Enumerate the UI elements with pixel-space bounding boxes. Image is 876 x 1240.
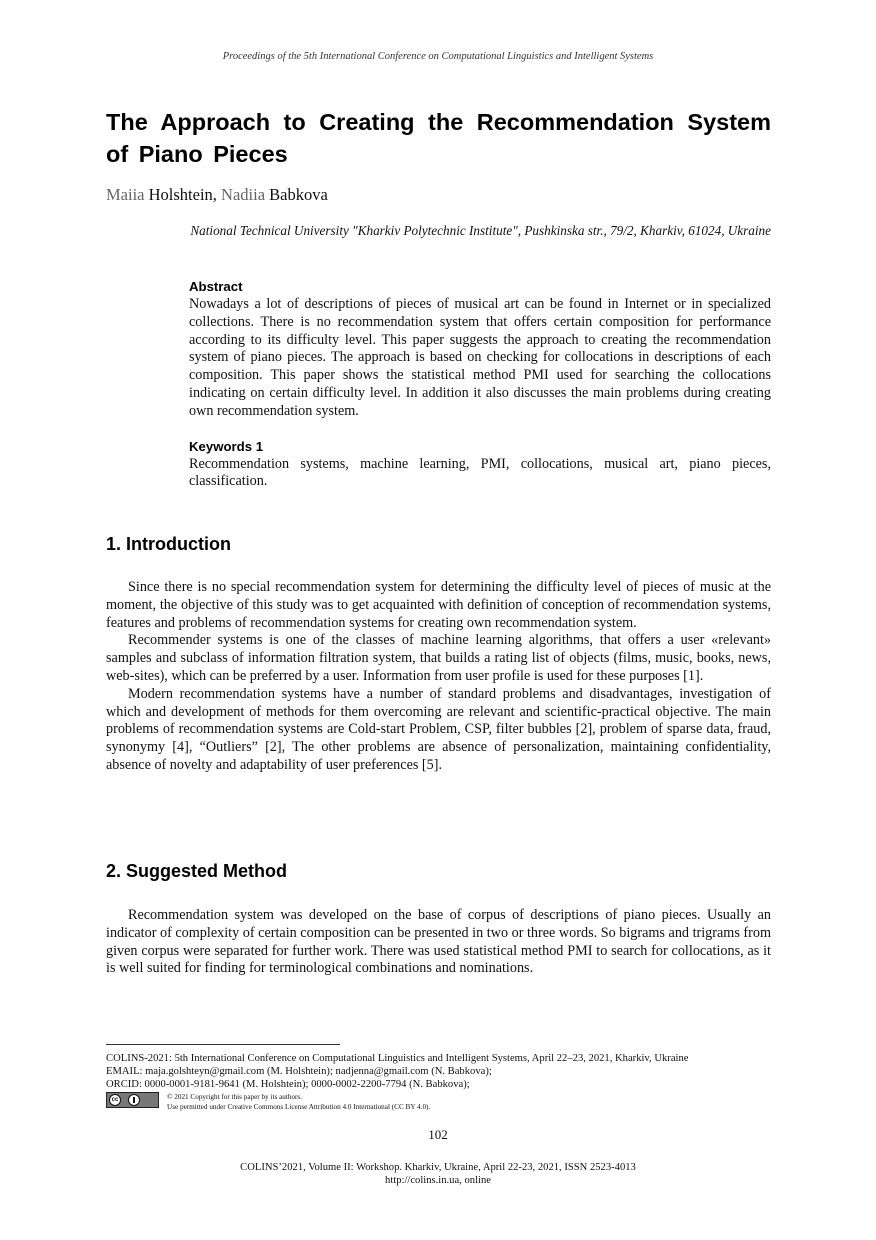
footnote-orcid: ORCID: 0000-0001-9181-9641 (M. Holshtein); 0000-0002-2200-7794 (N. Babkova); (106, 1079, 470, 1090)
running-head: Proceedings of the 5th International Conference on Computational Linguistics and Intelligent Systems (222, 51, 654, 62)
license-text (167, 1092, 430, 1112)
abstract-text: Nowadays a lot of descriptions of pieces of musical art can be found in Internet or in specialized collections. There is no recommendation system that offers certain composition for performance according to its difficulty level. This paper suggests the approach to creating the recommendation system of piano pieces. The approach is based on checking for collocations in descriptions of each composition. This paper shows the statistical method PMI used for searching the collocations indicating on certain difficulty level. In addition it also discusses the main problems during creating own recommendation system. (189, 296, 771, 419)
copyright-line: © 2021 Copyright for this paper by its authors. (167, 1093, 303, 1101)
abstract-block (189, 278, 771, 491)
keywords-text: Recommendation systems, machine learning, PMI, collocations, musical art, piano pieces, classification. (189, 455, 771, 490)
footnote-conference: COLINS-2021: 5th International Conference on Computational Linguistics and Intelligent Systems, April 22–23, 2021, Kharkiv, Ukraine (106, 1053, 689, 1064)
author-given-name: Maiia (106, 185, 145, 204)
page-number: 102 (428, 1127, 448, 1142)
paragraph: Recommendation system was developed on the base of corpus of descriptions of piano pieces. Usually an indicator of complexity of certain composition can be presented in two or three words. So bigrams and trigrams from given corpus were separated for further work. There was used statistical method PMI to search for collocations, as it is well suited for finding for terminological combinations and nominations. (106, 907, 771, 977)
bottom-info (0, 1161, 876, 1187)
license-row (106, 1092, 776, 1112)
footnote-email: EMAIL: maja.golshteyn@gmail.com (M. Holshtein); nadjenna@gmail.com (N. Babkova); (106, 1066, 492, 1077)
cc-by-icon (106, 1092, 159, 1108)
author-given-name: Nadiia (221, 185, 266, 204)
paragraph: Modern recommendation systems have a number of standard problems and disadvantages, investigation of which and development of methods for them overcoming are relevant and scientific-practical objective. The main problems of recommendation systems are Cold-start Problem, CSP, filter bubbles [2], problem of sparse data, fraud, synonymy [4], “Outliers” [2], The other problems are absence of personalization, maintaining confidentiality, absence of novelty and adaptability of user preferences [5]. (106, 685, 771, 773)
keywords-heading: Keywords 1 (189, 438, 264, 454)
abstract-heading: Abstract (189, 279, 243, 294)
cc-icon: cc (109, 1094, 121, 1106)
paper-title: The Approach to Creating the Recommendation System of Piano Pieces (106, 109, 771, 167)
paragraph: Since there is no special recommendation system for determining the difficulty level of pieces of music at the moment, the objective of this study was to get acquainted with definition of conception of recommendation systems, features and problems of recommendation systems for creating own recommendation system. (106, 579, 771, 631)
author-list (106, 185, 328, 205)
website-info: http://colins.in.ua, online (385, 1175, 491, 1186)
attribution-person-icon (128, 1094, 140, 1106)
section-heading-introduction: 1. Introduction (106, 534, 231, 554)
volume-info: COLINS’2021, Volume II: Workshop. Kharkiv, Ukraine, April 22-23, 2021, ISSN 2523-4013 (240, 1162, 636, 1173)
footnote-divider (106, 1044, 340, 1045)
paragraph: Recommender systems is one of the classes of machine learning algorithms, that offers a user «relevant» samples and subclass of information filtration system, that builds a rating list of objects (films, music, books, news, web-sites), which can be preferred by a user. Information from user profile is used for these purposes [1]. (106, 632, 771, 684)
license-line: Use permitted under Creative Commons License Attribution 4.0 International (CC BY 4.0). (167, 1103, 431, 1111)
author-family-name: Babkova (269, 185, 328, 204)
suggested-method-body (106, 907, 771, 978)
section-heading-suggested-method: 2. Suggested Method (106, 861, 288, 881)
author-separator: , (212, 185, 222, 204)
introduction-body (106, 579, 771, 775)
author-family-name: Holshtein (148, 185, 213, 204)
footnotes (106, 1052, 776, 1112)
affiliation: National Technical University "Kharkiv Polytechnic Institute", Pushkinska str., 79/2, Kharkiv, 61024, Ukraine (190, 223, 771, 238)
